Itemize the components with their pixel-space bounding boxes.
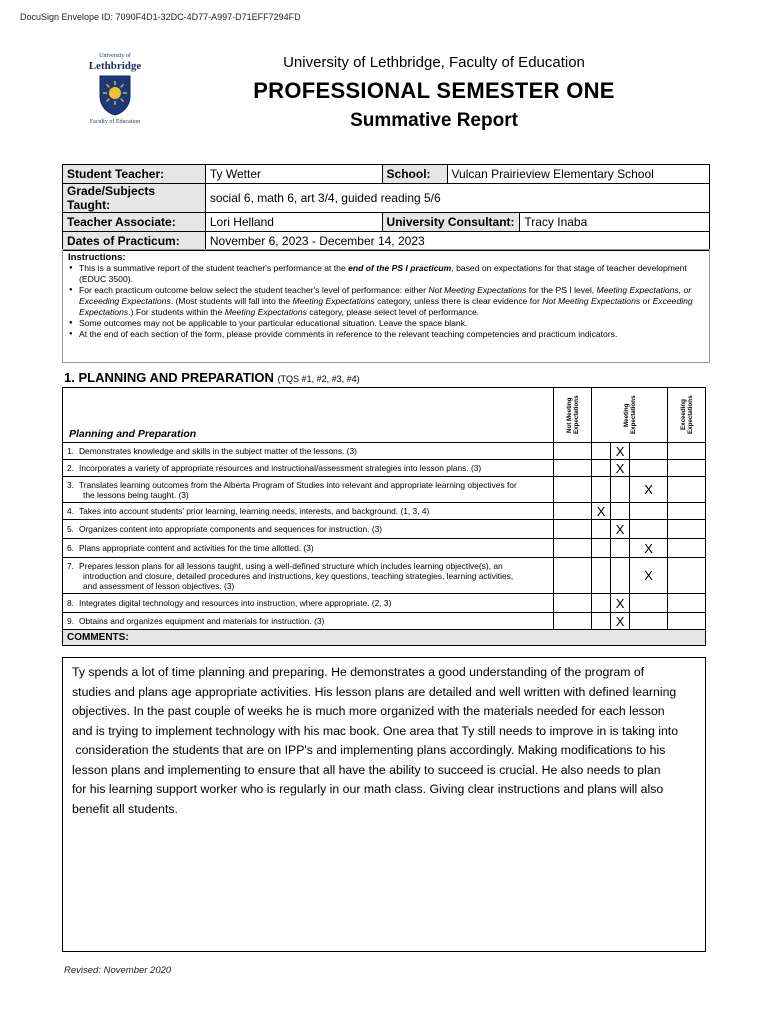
planning-table: [62, 387, 706, 646]
rating-meeting-low[interactable]: [592, 460, 611, 477]
comments-label: COMMENTS:: [63, 630, 706, 646]
rating-not-meeting[interactable]: [554, 460, 592, 477]
rating-not-meeting[interactable]: [554, 594, 592, 613]
school-label: School:: [382, 165, 447, 184]
comment-line: studies and plans age appropriate activities. His lesson plans are detailed and well written with defined learning: [72, 684, 677, 699]
logo-line1: University of: [99, 53, 131, 59]
rating-meeting-mid[interactable]: X: [611, 460, 630, 477]
rating-meeting-high[interactable]: [630, 443, 668, 460]
comment-line: for his learning support worker who is regularly in our math class. Giving clear instructions and plans will also: [72, 782, 664, 796]
rating-not-meeting[interactable]: [554, 443, 592, 460]
rating-not-meeting[interactable]: [554, 558, 592, 594]
table-row: [63, 165, 710, 184]
rating-exceeding[interactable]: [668, 520, 706, 539]
rating-exceeding[interactable]: [668, 503, 706, 520]
rating-meeting-low[interactable]: X: [592, 503, 611, 520]
outcome-row: [63, 443, 706, 460]
instructions-title: Instructions:: [68, 252, 126, 263]
instruction-item: ● For each practicum outcome below select the student teacher's level of performance: either Not Meeting Expectations for the PS I level, Meeting Expectations, or Exceeding Expectations. (Most students will fall into the Meeting Expectations category, unless there is clear evidence for Not Meeting Expectations or Exceeding Expectations.) For students within the Meeting Expectations category, please select level of performance.: [68, 285, 704, 318]
rating-meeting-low[interactable]: [592, 443, 611, 460]
rating-meeting-low[interactable]: [592, 594, 611, 613]
comment-line: and is trying to implement technology with his mac book. One area that Ty still needs to improve in is taking into: [72, 723, 679, 738]
school-value[interactable]: Vulcan Prairieview Elementary School: [447, 165, 710, 184]
outcome-row: [63, 594, 706, 613]
col-exceeding: Exceeding Expectations: [668, 388, 706, 443]
rating-exceeding[interactable]: [668, 477, 706, 503]
rating-meeting-high[interactable]: [630, 594, 668, 613]
instructions-box: [62, 249, 710, 363]
rating-not-meeting[interactable]: [554, 503, 592, 520]
rating-meeting-mid[interactable]: X: [611, 520, 630, 539]
rating-meeting-low[interactable]: [592, 539, 611, 558]
docusign-envelope-id: DocuSign Envelope ID: 7090F4D1-32DC-4D77-A997-D71EFF7294FD: [20, 12, 301, 22]
rating-exceeding[interactable]: [668, 558, 706, 594]
rating-meeting-mid[interactable]: [611, 539, 630, 558]
associate-label: Teacher Associate:: [63, 213, 206, 232]
instruction-item: ● Some outcomes may not be applicable to your particular educational situation. Leave the space blank.: [68, 318, 704, 329]
rating-meeting-high[interactable]: X: [630, 539, 668, 558]
outcome-row: [63, 558, 706, 594]
outcome-text: 2. Incorporates a variety of appropriate resources and instructional/assessment strategies into lesson plans. (3): [63, 460, 554, 477]
table-label: Planning and Preparation: [63, 388, 554, 443]
table-header-row: [63, 388, 706, 443]
consultant-label: University Consultant:: [382, 213, 520, 232]
section-tqs: (TQS #1, #2, #3, #4): [277, 374, 360, 384]
dates-value[interactable]: November 6, 2023 - December 14, 2023: [205, 232, 709, 251]
rating-exceeding[interactable]: [668, 613, 706, 630]
section-title: 1. PLANNING AND PREPARATION (TQS #1, #2, #3, #4): [64, 370, 360, 385]
rating-meeting-high[interactable]: [630, 503, 668, 520]
rating-not-meeting[interactable]: [554, 613, 592, 630]
rating-exceeding[interactable]: [668, 460, 706, 477]
rating-meeting-mid[interactable]: X: [611, 443, 630, 460]
outcome-row: [63, 503, 706, 520]
revised-date: Revised: November 2020: [64, 965, 172, 976]
rating-meeting-low[interactable]: [592, 613, 611, 630]
comments-header-row: [63, 630, 706, 646]
rating-exceeding[interactable]: [668, 539, 706, 558]
rating-meeting-low[interactable]: [592, 477, 611, 503]
rating-exceeding[interactable]: [668, 443, 706, 460]
student-teacher-label: Student Teacher:: [63, 165, 206, 184]
outcome-row: [63, 477, 706, 503]
comment-line: Ty spends a lot of time planning and preparing. He demonstrates a good understanding of the program of: [72, 665, 645, 679]
grade-value[interactable]: social 6, math 6, art 3/4, guided reading 5/6: [205, 184, 709, 213]
dates-label: Dates of Practicum:: [63, 232, 206, 251]
outcome-text: 1. Demonstrates knowledge and skills in the subject matter of the lessons. (3): [63, 443, 554, 460]
page-subtitle: Summative Report: [350, 110, 518, 131]
outcome-row: [63, 613, 706, 630]
outcome-row: [63, 520, 706, 539]
col-not-meeting: Not Meeting Expectations: [554, 388, 592, 443]
student-info-table: [62, 164, 710, 251]
outcome-text: 4. Takes into account students' prior learning, learning needs, interests, and background. (1, 3, 4): [63, 503, 554, 520]
outcome-text: 7. Prepares lesson plans for all lessons taught, using a well-defined structure which includes learning objective(s), an introduction and closure, detailed procedures and instructions, key questions, teaching strategies, learning activities, and assessment of lesson objectives. (3): [63, 558, 554, 594]
grade-label: Grade/Subjects Taught:: [63, 184, 206, 213]
rating-meeting-mid[interactable]: [611, 558, 630, 594]
instruction-item: ● This is a summative report of the student teacher's performance at the end of the PS I practicum, based on expectations for that stage of teacher development (EDUC 3500).: [68, 263, 704, 285]
rating-meeting-high[interactable]: X: [630, 558, 668, 594]
rating-meeting-mid[interactable]: [611, 477, 630, 503]
outcome-text: 5. Organizes content into appropriate components and sequences for instruction. (3): [63, 520, 554, 539]
associate-value[interactable]: Lori Helland: [205, 213, 382, 232]
table-row: [63, 184, 710, 213]
institution-name: University of Lethbridge, Faculty of Education: [283, 54, 585, 71]
rating-meeting-low[interactable]: [592, 558, 611, 594]
consultant-value[interactable]: Tracy Inaba: [520, 213, 710, 232]
rating-meeting-low[interactable]: [592, 520, 611, 539]
comment-line: consideration the students that are on IPP's and implementing plans accordingly. Making modifications to his: [72, 743, 666, 757]
comments-box[interactable]: [62, 657, 706, 952]
instruction-item: ● At the end of each section of the form, please provide comments in reference to the relevant teaching competencies and practicum indicators.: [68, 329, 704, 340]
rating-meeting-high[interactable]: [630, 460, 668, 477]
rating-meeting-high[interactable]: X: [630, 477, 668, 503]
page-title: PROFESSIONAL SEMESTER ONE: [253, 78, 615, 103]
outcome-text: 8. Integrates digital technology and resources into instruction, where appropriate. (2, 3): [63, 594, 554, 613]
comment-line: lesson plans and implementing to ensure that all have the ability to succeed is crucial. He also needs to plan: [72, 762, 661, 777]
rating-meeting-mid[interactable]: X: [611, 594, 630, 613]
col-meeting: Meeting Expectations: [592, 388, 668, 443]
rating-meeting-mid[interactable]: [611, 503, 630, 520]
rating-not-meeting[interactable]: [554, 520, 592, 539]
comment-line: benefit all students.: [72, 801, 178, 816]
comment-line: objectives. In the past couple of weeks he is much more organized with the materials needed for each lesson: [72, 704, 665, 718]
logo-faculty: Faculty of Education: [89, 119, 141, 125]
outcome-text: 3. Translates learning outcomes from the Alberta Program of Studies into relevant and appropriate learning objectives for the lessons being taught. (3): [63, 477, 554, 503]
rating-not-meeting[interactable]: [554, 539, 592, 558]
rating-meeting-high[interactable]: [630, 520, 668, 539]
table-row: [63, 213, 710, 232]
outcome-text: 9. Obtains and organizes equipment and materials for instruction. (3): [63, 613, 554, 630]
table-row: [63, 232, 710, 251]
outcome-text: 6. Plans appropriate content and activities for the time allotted. (3): [63, 539, 554, 558]
student-teacher-value[interactable]: Ty Wetter: [205, 165, 382, 184]
logo-line2: Lethbridge: [88, 60, 142, 72]
rating-not-meeting[interactable]: [554, 477, 592, 503]
rating-meeting-mid[interactable]: X: [611, 613, 630, 630]
rating-meeting-high[interactable]: [630, 613, 668, 630]
rating-exceeding[interactable]: [668, 594, 706, 613]
outcome-row: [63, 460, 706, 477]
outcome-row: [63, 539, 706, 558]
